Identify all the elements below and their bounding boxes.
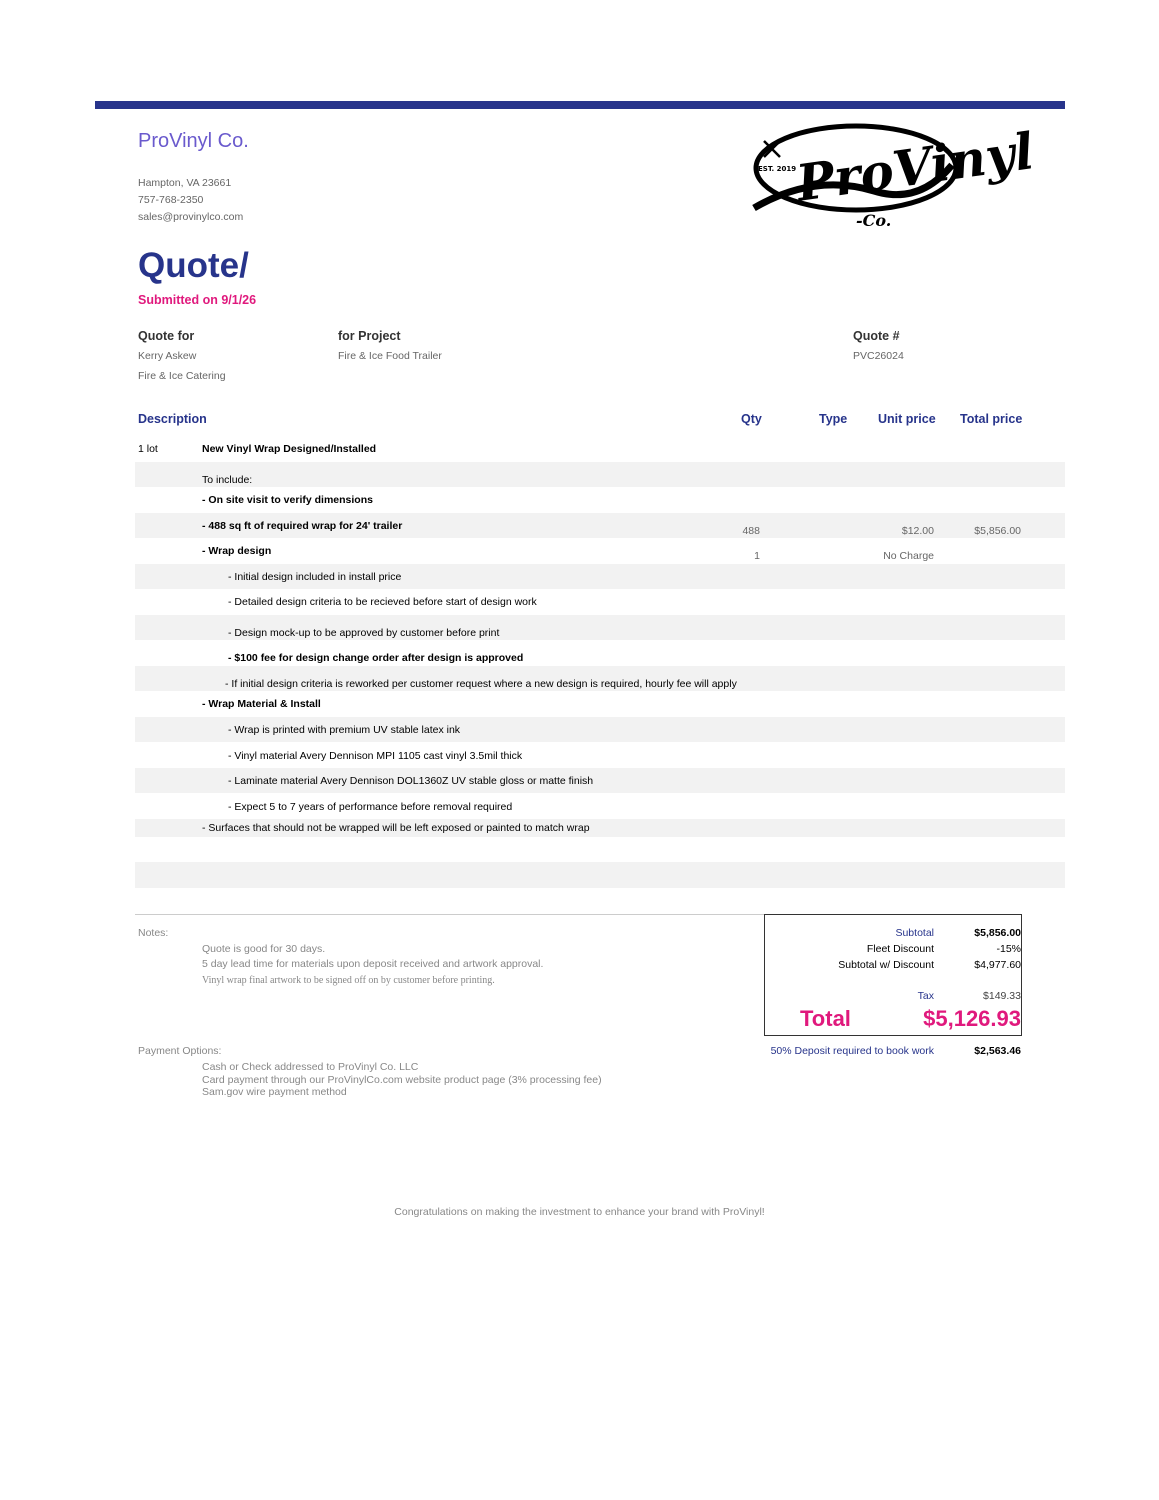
payment-option: Cash or Check addressed to ProVinyl Co. LLC [202, 1061, 419, 1073]
company-name: ProVinyl Co. [138, 130, 249, 152]
line-description: - If initial design criteria is reworked per customer request where a new design is required, hourly fee will apply [225, 678, 737, 690]
payment-label: Payment Options: [138, 1045, 222, 1057]
line-description: - Laminate material Avery Dennison DOL1360Z UV stable gloss or matte finish [228, 775, 594, 787]
line-description: - On site visit to verify dimensions [202, 494, 373, 506]
company-logo [744, 113, 1038, 233]
quote-number: PVC26024 [853, 350, 904, 362]
logo-co: -Co. [856, 211, 892, 230]
line-description: - Wrap Material & Install [202, 698, 321, 710]
col-qty: Qty [741, 412, 762, 426]
line-description: - Initial design included in install price [228, 571, 402, 583]
payment-option: Sam.gov wire payment method [202, 1086, 347, 1098]
notes-label: Notes: [138, 927, 169, 939]
tax-label: Tax [917, 990, 934, 1002]
col-description: Description [138, 412, 207, 426]
discount-value: -15% [996, 943, 1021, 955]
col-total-price: Total price [960, 412, 1023, 426]
project-heading: for Project [338, 329, 401, 343]
tax-value: $149.33 [983, 990, 1021, 1002]
row-stripe [135, 862, 1065, 888]
logo-text: ProVinyl [792, 121, 1038, 213]
row-stripe [135, 462, 1065, 487]
line-unit-price: $12.00 [901, 525, 934, 537]
line-description: New Vinyl Wrap Designed/Installed [202, 443, 377, 455]
document-title: Quote/ [138, 246, 249, 285]
deposit-label: 50% Deposit required to book work [770, 1045, 934, 1057]
line-description: - Wrap design [202, 545, 272, 557]
header-accent-bar [95, 101, 1065, 109]
col-type: Type [819, 412, 848, 426]
project-name: Fire & Ice Food Trailer [338, 350, 442, 362]
line-description: - Wrap is printed with premium UV stable latex ink [228, 724, 461, 736]
quote-number-heading: Quote # [853, 329, 900, 343]
subtotal-discount-label: Subtotal w/ Discount [838, 959, 934, 971]
payment-option: Card payment through our ProVinylCo.com website product page (3% processing fee) [202, 1074, 602, 1086]
line-description: - Expect 5 to 7 years of performance before removal required [228, 801, 513, 813]
subtotal-label: Subtotal [895, 927, 934, 939]
deposit-value: $2,563.46 [974, 1045, 1021, 1057]
line-qty: 1 [754, 550, 760, 562]
line-description: - Detailed design criteria to be recieved before start of design work [228, 596, 537, 608]
company-email[interactable]: sales@provinylco.com [138, 211, 244, 223]
discount-label: Fleet Discount [866, 943, 934, 955]
total-label: Total [800, 1006, 851, 1031]
footer-message: Congratulations on making the investment to enhance your brand with ProVinyl! [394, 1206, 765, 1218]
quote-for-heading: Quote for [138, 329, 195, 343]
customer-name: Kerry Askew [138, 350, 197, 362]
note-item: Vinyl wrap final artwork to be signed off on by customer before printing. [202, 975, 495, 986]
subtotal-value: $5,856.00 [974, 927, 1021, 939]
company-phone: 757-768-2350 [138, 194, 204, 206]
total-value: $5,126.93 [923, 1006, 1021, 1031]
note-item: Quote is good for 30 days. [202, 943, 326, 955]
logo-est: EST. 2019 [758, 165, 797, 173]
customer-company: Fire & Ice Catering [138, 370, 226, 382]
line-unit-price: No Charge [883, 550, 934, 562]
line-description: To include: [202, 474, 253, 486]
col-unit-price: Unit price [878, 412, 936, 426]
line-description: - $100 fee for design change order after design is approved [228, 652, 524, 664]
line-lot: 1 lot [138, 443, 158, 455]
line-description: - Surfaces that should not be wrapped will be left exposed or painted to match wrap [202, 822, 590, 834]
line-description: - Vinyl material Avery Dennison MPI 1105 cast vinyl 3.5mil thick [228, 750, 523, 762]
subtotal-discount-value: $4,977.60 [974, 959, 1021, 971]
line-description: - 488 sq ft of required wrap for 24' trailer [202, 520, 403, 532]
company-address: Hampton, VA 23661 [138, 177, 232, 189]
line-total-price: $5,856.00 [974, 525, 1021, 537]
line-description: - Design mock-up to be approved by customer before print [228, 627, 500, 639]
note-item: 5 day lead time for materials upon deposit received and artwork approval. [202, 958, 544, 970]
submitted-date: Submitted on 9/1/26 [138, 293, 257, 307]
line-qty: 488 [742, 525, 760, 537]
notes-divider [135, 914, 765, 915]
